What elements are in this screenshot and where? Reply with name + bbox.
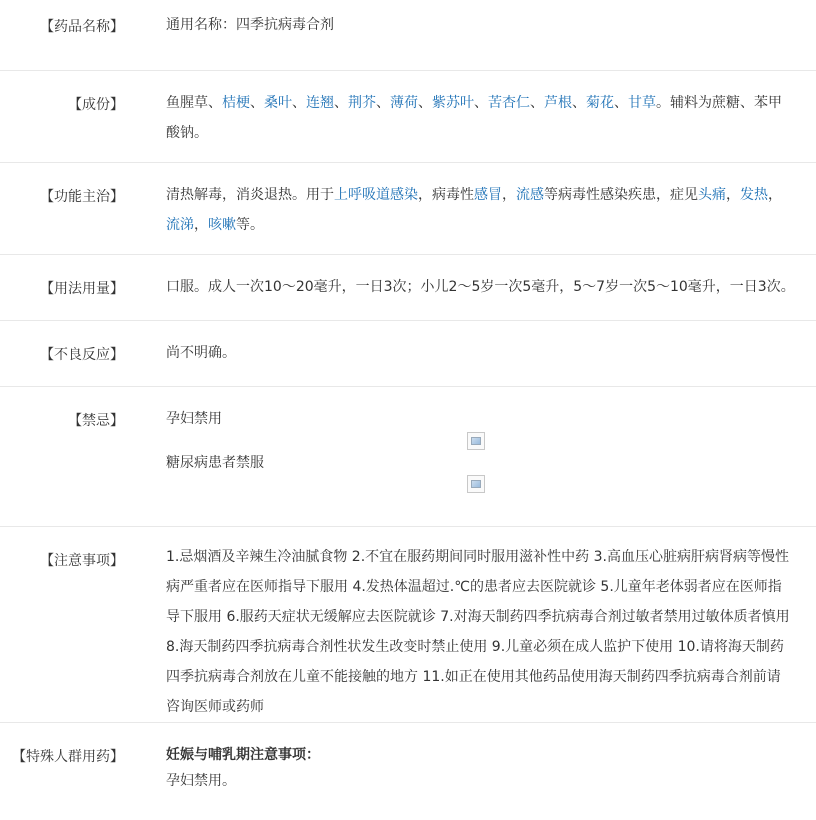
indication-text: 清热解毒，消炎退热。用于 — [166, 187, 334, 203]
ingredient-link[interactable]: 甘草 — [628, 95, 656, 111]
ingredient-link[interactable]: 芦根 — [544, 95, 572, 111]
label-adverse: 【不良反应】 — [40, 347, 124, 363]
row-contraindications — [0, 386, 816, 527]
contra-line-2: 糖尿病患者禁服 — [166, 455, 264, 471]
ingredient-text: 、 — [334, 95, 348, 111]
content-dosage: 口服。成人一次10～20毫升，一日3次；小儿2～5岁一次5毫升，5～7岁一次5～10毫升，一日3次。 — [166, 279, 795, 295]
ingredient-text: 、 — [474, 95, 488, 111]
ingredient-link[interactable]: 桑叶 — [264, 95, 292, 111]
indication-link[interactable]: 发热 — [740, 187, 768, 203]
row-dosage — [0, 254, 816, 321]
row-drug-name — [0, 0, 816, 71]
contra-line-1: 孕妇禁用 — [166, 411, 222, 427]
ingredient-link[interactable]: 菊花 — [586, 95, 614, 111]
indication-text: 等。 — [236, 217, 264, 233]
ingredient-text: 。辅料为蔗糖、苯甲酸钠。 — [166, 95, 782, 141]
indication-text: ， — [726, 187, 740, 203]
ingredient-link[interactable]: 紫苏叶 — [432, 95, 474, 111]
indication-link[interactable]: 头痛 — [698, 187, 726, 203]
indication-text: 等病毒性感染疾患，症见 — [544, 187, 698, 203]
ingredient-link[interactable]: 薄荷 — [390, 95, 418, 111]
label-precautions: 【注意事项】 — [40, 553, 124, 569]
indication-link[interactable]: 流感 — [516, 187, 544, 203]
label-dosage: 【用法用量】 — [40, 281, 124, 297]
ingredient-text: 、 — [530, 95, 544, 111]
indication-link[interactable]: 上呼吸道感染 — [334, 187, 418, 203]
content-ingredients — [166, 88, 790, 148]
label-ingredients: 【成份】 — [68, 97, 124, 113]
ingredient-text: 、 — [418, 95, 432, 111]
row-special-population — [0, 722, 816, 820]
indication-text: ，病毒性 — [418, 187, 474, 203]
row-indications — [0, 162, 816, 255]
ingredient-text: 、 — [572, 95, 586, 111]
indication-link[interactable]: 流涕 — [166, 217, 194, 233]
ingredient-link[interactable]: 苦杏仁 — [488, 95, 530, 111]
label-contraindications: 【禁忌】 — [68, 413, 124, 429]
broken-image-icon — [467, 475, 485, 493]
indication-text: ， — [502, 187, 516, 203]
ingredient-text: 鱼腥草 — [166, 95, 208, 111]
ingredient-link[interactable]: 桔梗 — [222, 95, 250, 111]
indication-link[interactable]: 咳嗽 — [208, 217, 236, 233]
ingredient-link[interactable]: 荆芥 — [348, 95, 376, 111]
ingredient-text: 、 — [614, 95, 628, 111]
label-indications: 【功能主治】 — [40, 189, 124, 205]
ingredient-text: 、 — [250, 95, 264, 111]
indication-text: ， — [768, 187, 782, 203]
indication-link[interactable]: 感冒 — [474, 187, 502, 203]
ingredient-text: 、 — [376, 95, 390, 111]
row-ingredients — [0, 70, 816, 163]
content-adverse: 尚不明确。 — [166, 345, 236, 361]
content-drug-name: 通用名称：四季抗病毒合剂 — [166, 17, 334, 33]
ingredient-link[interactable]: 连翘 — [306, 95, 334, 111]
content-indications — [166, 180, 790, 240]
row-precautions — [0, 526, 816, 723]
indication-text: ， — [194, 217, 208, 233]
content-precautions: 1.忌烟酒及辛辣生冷油腻食物 2.不宜在服药期间同时服用滋补性中药 3.高血压心脏病肝病肾病等慢性病严重者应在医师指导下服用 4.发热体温超过.℃的患者应去医院就诊 5.儿童年老体弱者应在医师指导下服用 6.服药天症状无缓解应去医院就诊 7.对海天制药四季抗病毒合剂过敏者禁用过敏体质者慎用 8.海天制药四季抗病毒合剂性状发生改变时禁止使用 9.儿童必须在成人监护下使用 10.请将海天制药四季抗病毒合剂放在儿童不能接触的地方 11.如正在使用其他药品使用海天制药四季抗病毒合剂前请咨询医师或药师 — [166, 549, 790, 715]
label-drug-name: 【药品名称】 — [40, 19, 124, 35]
row-adverse — [0, 320, 816, 387]
label-special-population: 【特殊人群用药】 — [12, 749, 124, 765]
special-heading: 妊娠与哺乳期注意事项： — [166, 747, 320, 763]
ingredient-text: 、 — [208, 95, 222, 111]
special-text: 孕妇禁用。 — [166, 773, 236, 789]
ingredient-text: 、 — [292, 95, 306, 111]
